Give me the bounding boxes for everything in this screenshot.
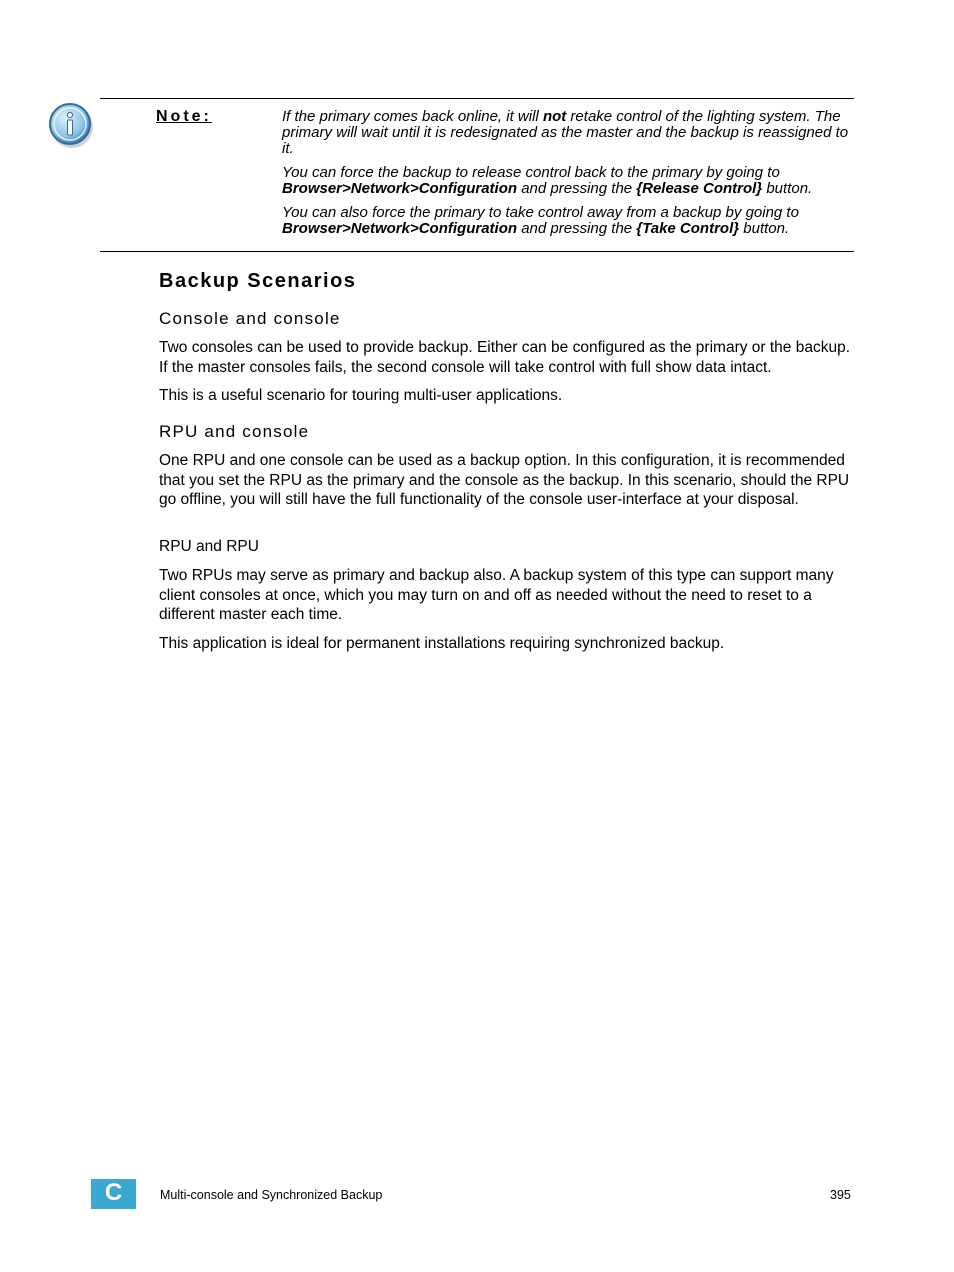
paragraph: One RPU and one console can be used as a backup option. In this configuration, it is recommended that you set the RPU as the primary and the console as the backup. In this scenario, should the RPU go offline, you will still have the full functionality of the console user-interface at your disposal. [159, 452, 850, 508]
footer-title: Multi-console and Synchronized Backup [160, 1188, 383, 1202]
paragraph: Two consoles can be used to provide backup. Either can be configured as the primary or the backup. If the master consoles fails, the second console will take control with full show data intact. [159, 339, 851, 376]
note-paragraph-1: If the primary comes back online, it will not retake control of the lighting system. The primary will wait until it is redesignated as the master and the backup is reassigned to it. [282, 108, 849, 157]
info-icon [48, 102, 96, 150]
subheading-console-and-console: Console and console [159, 309, 341, 328]
note-paragraph-3: You can also force the primary to take control away from a backup by going to Browser>Network>Configuration and pressing the {Take Control} button. [282, 204, 799, 237]
paragraph: Two RPUs may serve as primary and backup also. A backup system of this type can support many client consoles at once, which you may turn on and off as needed without the need to reset to a different master each time. [159, 567, 834, 623]
section-heading: Backup Scenarios [159, 270, 357, 292]
note-text [282, 109, 852, 245]
subheading-rpu-and-console: RPU and console [159, 422, 310, 441]
paragraph: This application is ideal for permanent installations requiring synchronized backup. [159, 635, 725, 652]
chapter-tab: C [91, 1179, 136, 1209]
note-label: Note: [156, 108, 212, 125]
paragraph: RPU and RPU [159, 538, 259, 555]
note-paragraph-2: You can force the backup to release control back to the primary by going to Browser>Network>Configuration and pressing the {Release Control} button. [282, 164, 813, 197]
page-number: 395 [830, 1188, 851, 1202]
paragraph: This is a useful scenario for touring multi-user applications. [159, 387, 563, 404]
